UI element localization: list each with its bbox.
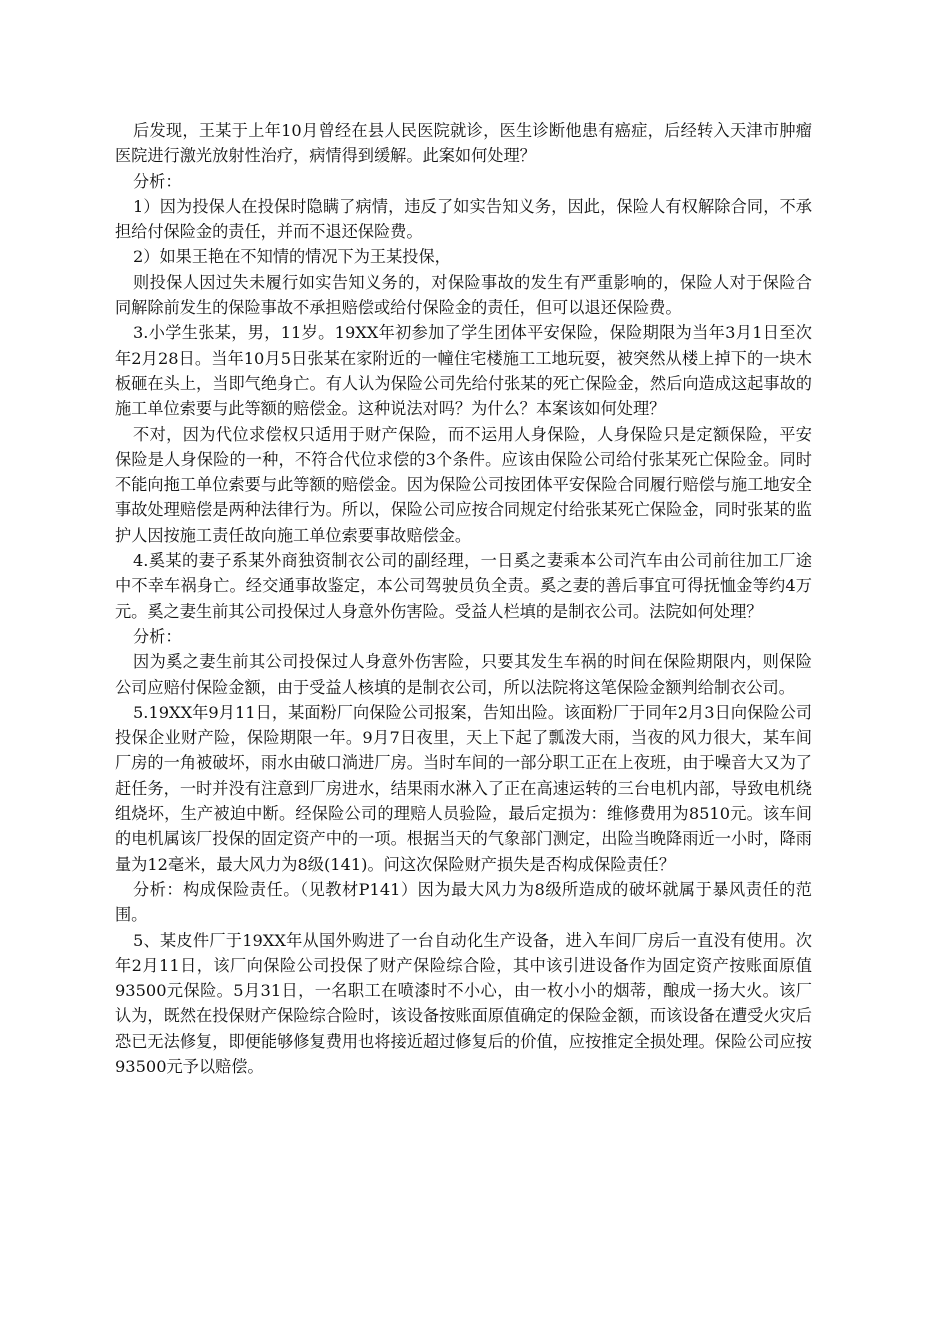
paragraph-8: 4.奚某的妻子系某外商独资制衣公司的副经理，一日奚之妻乘本公司汽车由公司前往加工厂途中不幸车祸身亡。经交通事故鉴定，本公司驾驶员负全责。奚之妻的善后事宜可得抚恤金等约4万元。奚之妻生前其公司投保过人身意外伤害险。受益人栏填的是制衣公司。法院如何处理？ [115,551,812,621]
paragraph-2: 分析： [133,171,182,191]
paragraph-12: 分析：构成保险责任。（见教材P141）因为最大风力为8级所造成的破坏就属于暴风责任的范围。 [115,879,812,925]
paragraph-3: 1）因为投保人在投保时隐瞒了病情，违反了如实告知义务，因此，保险人有权解除合同，不承担给付保险金的责任，并而不退还保险费。 [115,196,812,242]
paragraph-10: 因为奚之妻生前其公司投保过人身意外伤害险，只要其发生车祸的时间在保险期限内，则保险公司应赔付保险金额，由于受益人核填的是制衣公司，所以法院将这笔保险金额判给制衣公司。 [115,652,812,697]
paragraph-11: 5.19XX年9月11日，某面粉厂向保险公司报案，告知出险。该面粉厂于同年2月3日向保险公司投保企业财产险，保险期限一年。9月7日夜里，天上下起了瓢泼大雨，当夜的风力很大，某车间厂房的一角被破坏，雨水由破口淌进厂房。当时车间的一部分职工正在上夜班，由于噪音大又为了赶任务，一时并没有注意到厂房进水，结果雨水淋入了正在高速运转的三台电机内部，导致电机绕组烧坏，生产被迫中断。经保险公司的理赔人员验险，最后定损为：维修费用为8510元。该车间的电机属该厂投保的固定资产中的一项。根据当天的气象部门测定，出险当晚降雨近一小时，降雨量为12毫米，最大风力为8级(141)。问这次保险财产损失是否构成保险责任？ [115,702,812,874]
document-page [115,118,812,1079]
paragraph-4: 2）如果王艳在不知情的情况下为王某投保， [133,247,451,267]
paragraph-7: 不对，因为代位求偿权只适用于财产保险，而不运用人身保险，人身保险只是定额保险，平安保险是人身保险的一种，不符合代位求偿的3个条件。应该由保险公司给付张某死亡保险金。同时不能向拖工单位索要与此等额的赔偿金。因为保险公司按团体平安保险合同履行赔偿与施工地安全事故处理赔偿是两种法律行为。所以，保险公司应按合同规定付给张某死亡保险金，同时张某的监护人因按施工责任故向施工单位索要事故赔偿金。 [115,424,812,545]
paragraph-13: 5、某皮件厂于19XX年从国外购进了一台自动化生产设备，进入车间厂房后一直没有使用。次年2月11日，该厂向保险公司投保了财产保险综合险，其中该引进设备作为固定资产按账面原值93500元保险。5月31日，一名职工在喷漆时不小心，由一枚小小的烟蒂，酿成一扬大火。该厂认为，既然在投保财产保险综合险时，该设备按账面原值确定的保险金额，而该设备在遭受火灾后恐已无法修复，即便能够修复费用也将接近超过修复后的价值，应按推定全损处理。保险公司应按93500元予以赔偿。 [115,930,812,1076]
paragraph-6: 3.小学生张某，男，11岁。19XX年初参加了学生团体平安保险，保险期限为当年3月1日至次年2月28日。当年10月5日张某在家附近的一幢住宅楼施工工地玩耍，被突然从楼上掉下的一块木板砸在头上，当即气绝身亡。有人认为保险公司先给付张某的死亡保险金，然后向造成这起事故的施工单位索要与此等额的赔偿金。这种说法对吗？为什么？本案该如何处理？ [115,323,812,419]
paragraph-1: 后发现，王某于上年10月曾经在县人民医院就诊，医生诊断他患有癌症，后经转入天津市肿瘤医院进行激光放射性治疗，病情得到缓解。此案如何处理？ [115,121,812,166]
paragraph-9: 分析： [133,626,182,646]
paragraph-5: 则投保人因过失未履行如实告知义务的，对保险事故的发生有严重影响的，保险人对于保险合同解除前发生的保险事故不承担赔偿或给付保险金的责任，但可以退还保险费。 [115,272,812,318]
